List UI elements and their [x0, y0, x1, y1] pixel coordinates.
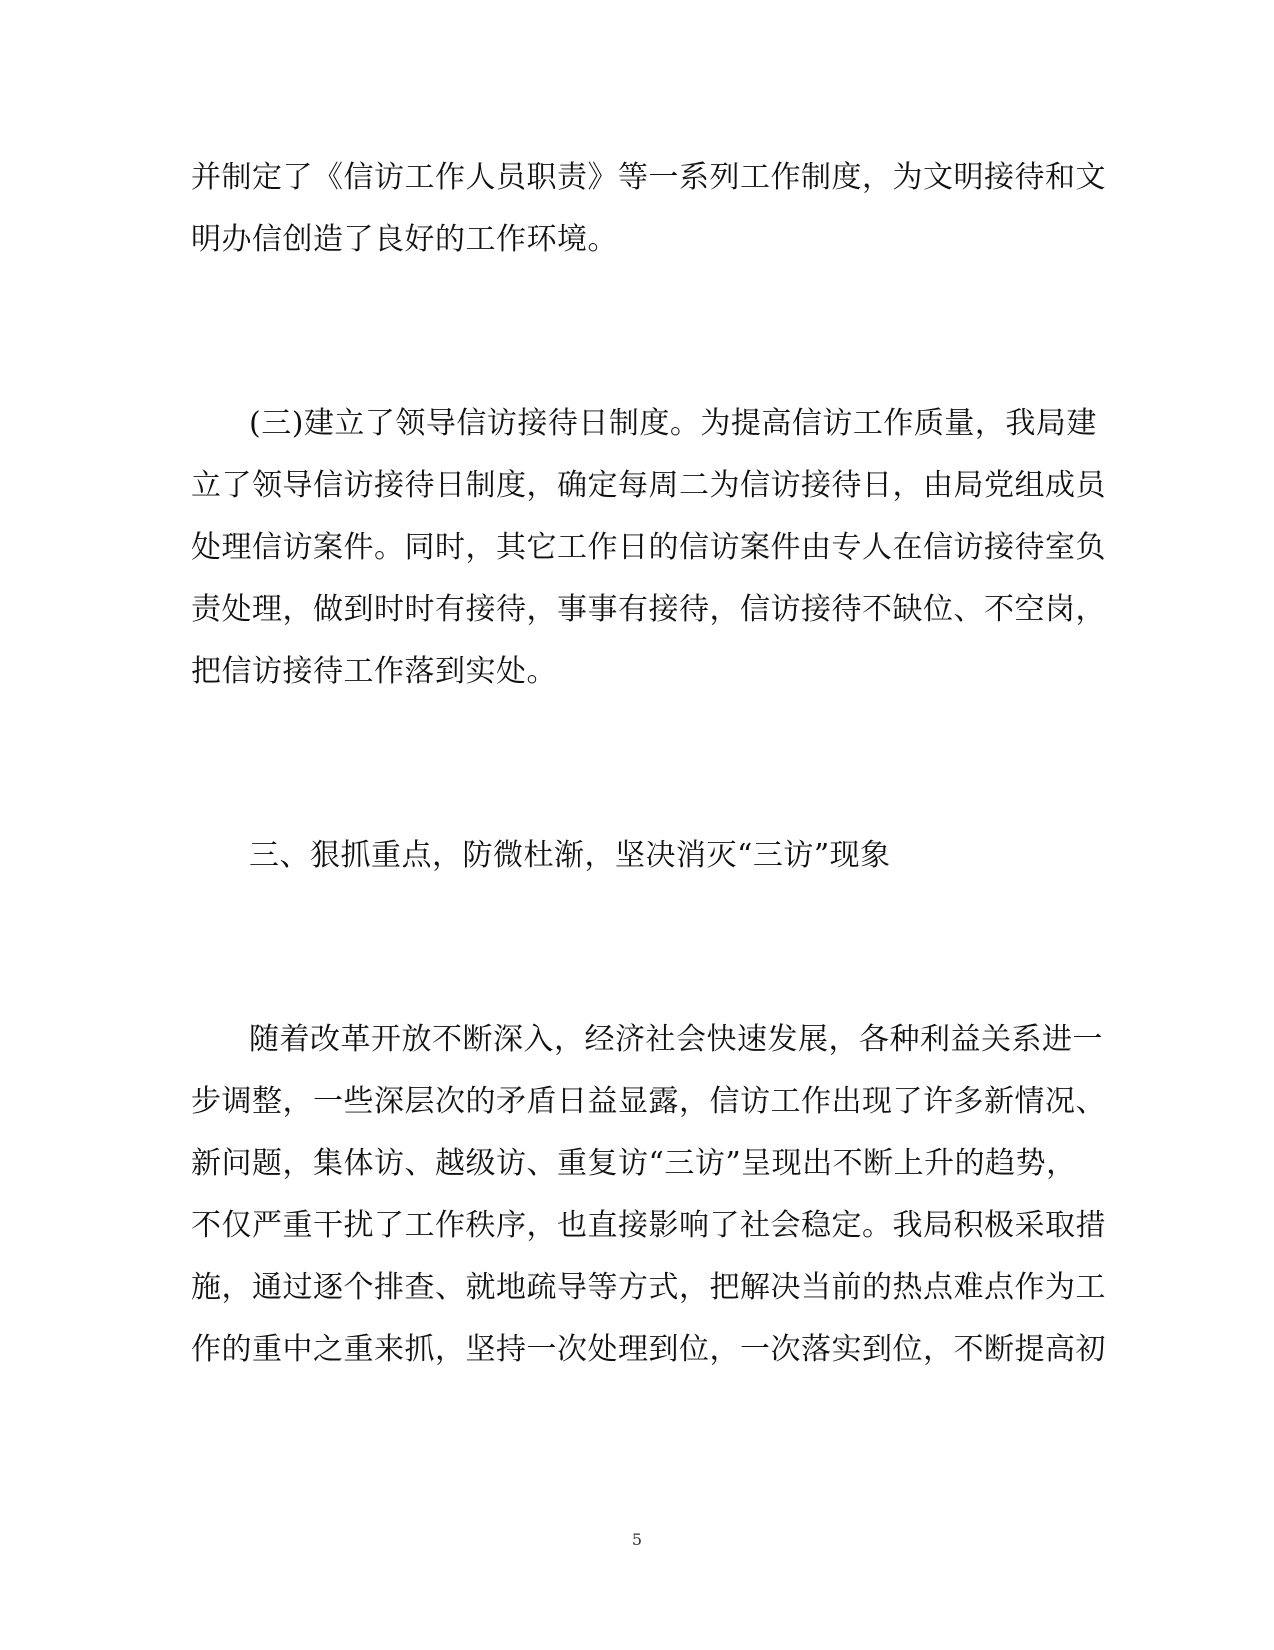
text-line: 处理信访案件。同时，其它工作日的信访案件由专人在信访接待室负 — [191, 530, 1106, 565]
text-line: 步调整，一些深层次的矛盾日益显露，信访工作出现了许多新情况、 — [191, 1084, 1106, 1119]
text-line: 并制定了《信访工作人员职责》等一系列工作制度，为文明接待和文 — [191, 160, 1106, 195]
text-line: 新问题，集体访、越级访、重复访“三访”呈现出不断上升的趋势， — [191, 1146, 1077, 1181]
text-line: 明办信创造了良好的工作环境。 — [191, 222, 618, 257]
text-line: 施，通过逐个排查、就地疏导等方式，把解决当前的热点难点作为工 — [191, 1270, 1106, 1305]
text-line: 把信访接待工作落到实处。 — [191, 654, 557, 689]
text-line: 责处理，做到时时有接待，事事有接待，信访接待不缺位、不空岗， — [191, 592, 1106, 627]
text-line: (三)建立了领导信访接待日制度。为提高信访工作质量，我局建 — [249, 406, 1097, 441]
page-number: 5 — [631, 1530, 643, 1549]
text-line: 不仅严重干扰了工作秩序，也直接影响了社会稳定。我局积极采取措 — [191, 1208, 1106, 1243]
text-line: 立了领导信访接待日制度，确定每周二为信访接待日，由局党组成员 — [191, 468, 1106, 503]
section-heading: 三、狠抓重点，防微杜渐，坚决消灭“三访”现象 — [249, 838, 891, 873]
text-line: 随着改革开放不断深入，经济社会快速发展，各种利益关系进一 — [249, 1022, 1103, 1057]
text-line: 作的重中之重来抓，坚持一次处理到位，一次落实到位，不断提高初 — [191, 1332, 1106, 1367]
